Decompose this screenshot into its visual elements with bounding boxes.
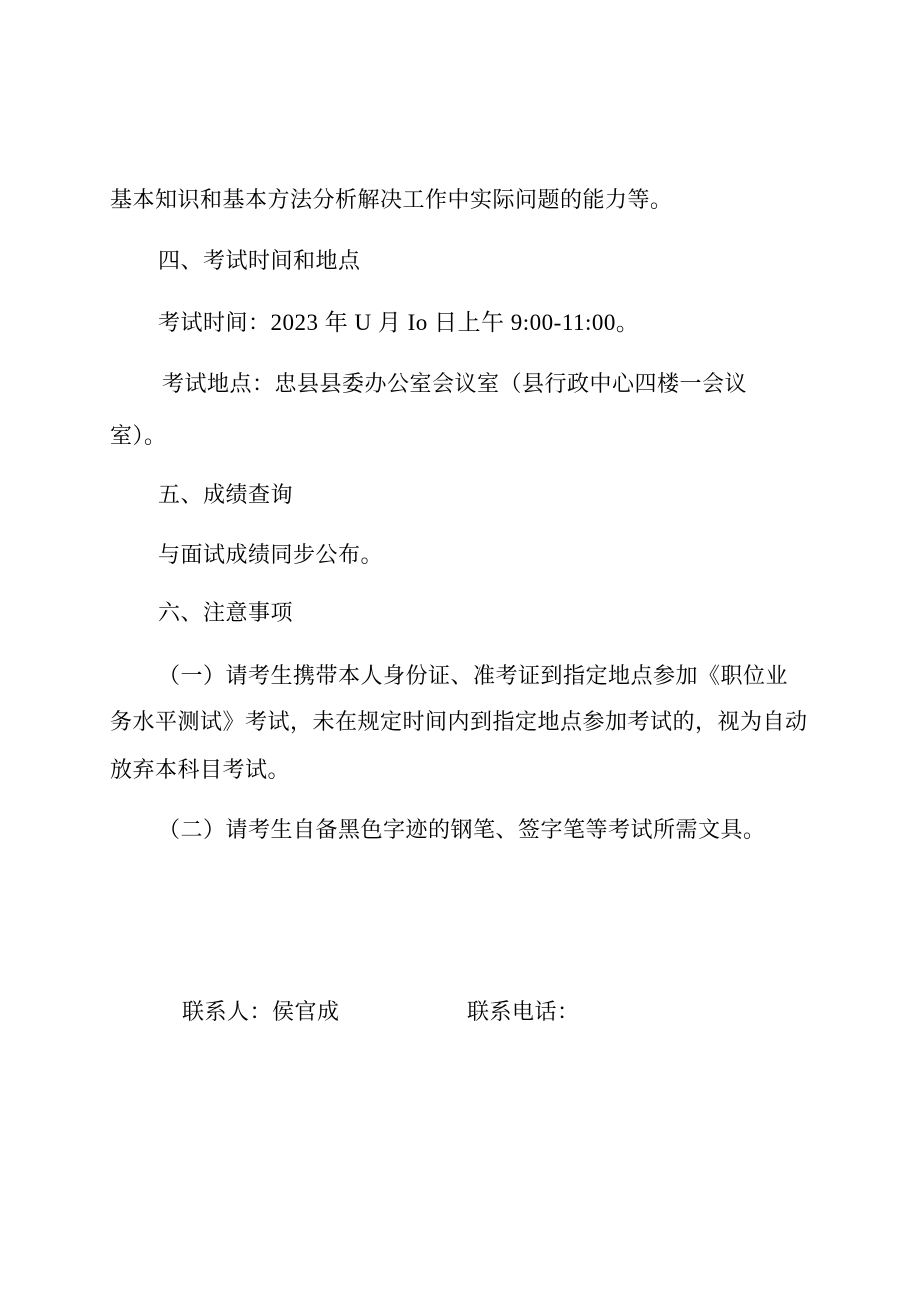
section-5-heading: 五、成绩查询 <box>158 483 294 508</box>
notice-item-1-line-3: 放弃本科目考试。 <box>110 758 291 783</box>
section-4-heading: 四、考试时间和地点 <box>158 249 361 274</box>
contact-phone: 联系电话： <box>467 1000 580 1025</box>
exam-time-value: 2023 年 U 月 Io 日上午 9:00-11:00。 <box>270 310 640 335</box>
section-6-heading: 六、注意事项 <box>158 601 294 626</box>
notice-item-1-line-1: （一）请考生携带本人身份证、准考证到指定地点参加《职位业 <box>158 664 789 689</box>
section-5-body: 与面试成绩同步公布。 <box>158 543 384 568</box>
intro-tail-paragraph: 基本知识和基本方法分析解决工作中实际问题的能力等。 <box>110 188 673 213</box>
contact-person: 联系人：侯官成 <box>182 1000 340 1025</box>
notice-item-2: （二）请考生自备黑色字迹的钢笔、签字笔等考试所需文具。 <box>158 818 766 843</box>
notice-item-1-line-2: 务水平测试》考试，未在规定时间内到指定地点参加考试的，视为自动 <box>110 710 808 735</box>
exam-time-line <box>158 308 639 339</box>
exam-time-label: 考试时间： <box>158 311 271 336</box>
exam-place-line-1: 考试地点：忠县县委办公室会议室（县行政中心四楼一会议 <box>162 372 748 397</box>
exam-place-line-2: 室）。 <box>110 424 167 449</box>
